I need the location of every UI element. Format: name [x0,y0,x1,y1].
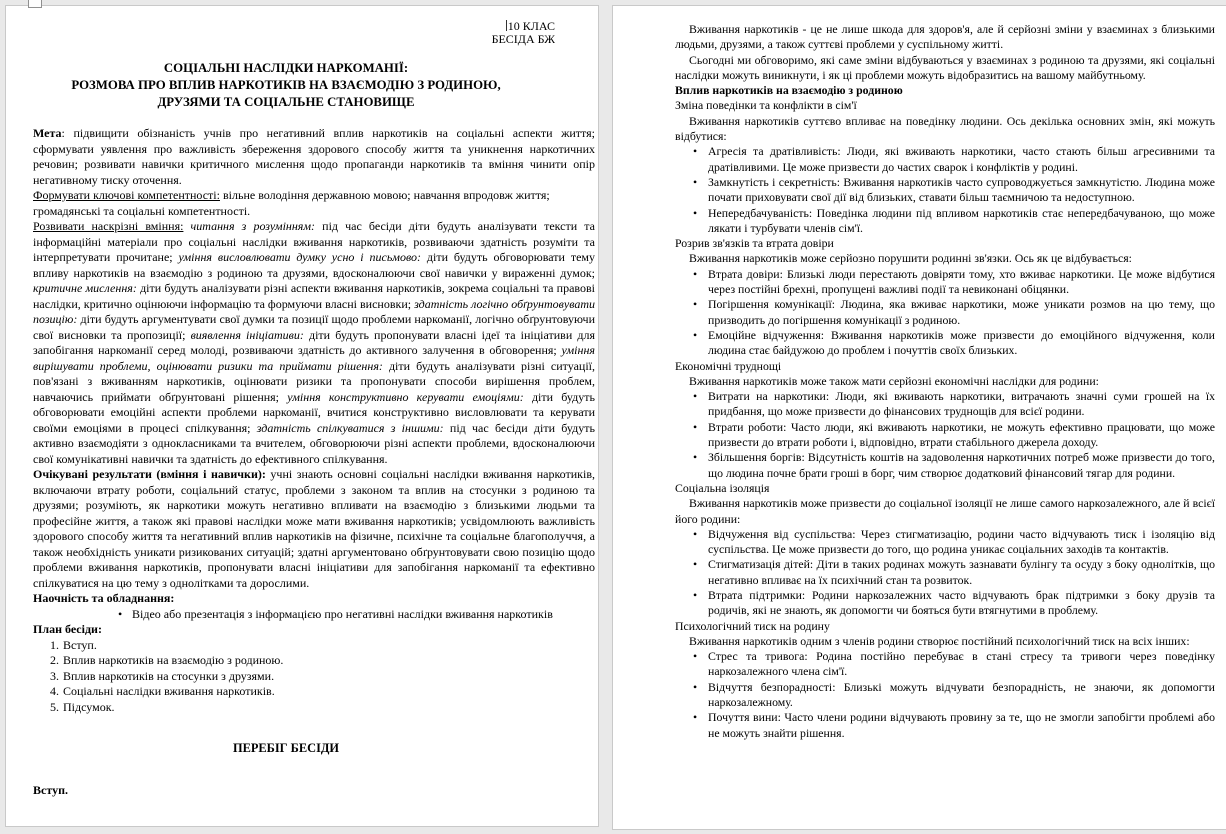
object-anchor-marker [28,0,42,8]
bullet-item: • Стигматизація дітей: Діти в таких родинах можуть зазнавати булінгу та осуду з боку однолітків, що негативно впливає на їх психічний стан та розвиток. [675,557,1215,588]
text-segment: вільне володіння державною мовою; навчання впродовж життя; громадянські та соціальні компетентності. [33,188,550,218]
text-segment: : підвищити обізнаність учнів про негативний вплив наркотиків на соціальні аспекти життя; сформувати уявлення про важливість збереження здорового способу життя та уникнення наркотичних речовин; розвивати навички критичного мислення щодо пропаганди наркотиків та вміння чинити опір негативному тиску оточення. [33,126,595,187]
subsection-heading: Розрив зв'язків та втрата довіри [675,236,834,251]
subsection-trust-loss [675,236,1215,358]
bullet-item: • Відчуження від суспільства: Через стигматизацію, родини часто відчувають тиск і ізоляцію від суспільства. Це може призвести до того, що родина уникає соціальних заходів та контактів. [675,527,1215,558]
subsection-heading: Економічні труднощі [675,358,782,373]
section-title: Вплив наркотиків на взаємодію з родиною [675,83,903,98]
bullet-item: • Втрата підтримки: Родини наркозалежних часто відчувають брак підтримки з боку друзів та родичів, які не знають, як допомогти чи бояться бути втягнутими в проблему. [675,588,1215,619]
text-segment: виявлення ініціативи: [190,327,304,342]
bullet-item: • Погіршення комунікації: Людина, яка вживає наркотики, може уникати розмов на цю тему, що призводить до погіршення комунікації з родиною. [675,297,1215,328]
equipment-heading: Наочність та обладнання: [33,591,175,605]
skills-paragraph [33,219,595,467]
expected-results-paragraph [33,467,595,591]
text-segment: здатність логічно обґрунтовувати позицію: [33,296,595,326]
text-segment: уміння конструктивно керувати емоціями: [287,389,524,404]
text-segment: уміння висловлювати думку усно і письмово: [178,250,422,264]
left-page-content [6,6,598,798]
plan-item: Вступ. [63,637,97,652]
subsection-economic [675,359,1215,481]
subsection-bullet-list [675,267,1215,359]
text-segment: діти будуть обговорювати емоційні аспекти проблеми наркоманії, вчитися конструктивно висловлювати та керувати своїми емоціями в процесі спілкування; [33,389,595,435]
subsection-intro: Вживання наркотиків одним з членів родини створює постійний психологічний тиск на всіх інших: [689,633,1190,648]
meta-paragraph [33,126,595,188]
subsection-heading: Психологічний тиск на родину [675,618,830,633]
title-line: СОЦІАЛЬНІ НАСЛІДКИ НАРКОМАНІЇ: [163,61,409,75]
text-segment: діти будуть пропонувати власні ідеї та ініціативи для запобігання наркоманії серед молоді, розвиваючи здатність до активного залучення в обговорення; [33,327,595,357]
text-segment: критичне мислення: [33,281,137,295]
text-segment: уміння вирішувати проблеми, оцінювати ризики та приймати рішення: [33,343,595,373]
subsection-bullet-list [675,527,1215,619]
intro-paragraph: Сьогодні ми обговоримо, які саме зміни відбуваються у взаєминах з родиною та друзями, які соціальні наслідки можуть виникнути, і як ці проблеми можуть відобразитись на вашому майбутньому. [675,52,1215,82]
doc-header [33,20,555,46]
text-segment: діти будуть обговорювати тему впливу наркотиків на взаємодію з родиною та друзями, вдосконалюючи свої навички у вираженні думок; [33,250,596,280]
bullet-item: • Відчуття безпорадності: Близькі можуть відчувати безпорадність, не знаючи, як допомогти наркозалежному. [675,680,1215,711]
document-page-left[interactable] [5,5,599,827]
subsection-heading: Зміна поведінки та конфлікти в сім'ї [675,98,857,113]
bullet-item: • Непередбачуваність: Поведінка людини під впливом наркотиків стає непередбачуваною, що може лякати і турбувати членів сім'ї. [675,206,1215,237]
right-page-content [613,6,1226,741]
subsection-intro: Вживання наркотиків може серйозно порушити родинні зв'язки. Ось як це відбувається: [689,251,1132,266]
bullet-item: • Емоційне відчуження: Вживання наркотиків може призвести до емоційного відчуження, коли людина стає байдужою до проблем і почуттів своїх близьких. [675,328,1215,359]
plan-item: Підсумок. [63,699,115,714]
intro-paragraph: Вживання наркотиків - це не лише шкода для здоров'я, але й серйозні зміни у взаєминах з близькими людьми, друзями, а також суттєві проблеми у суспільному житті. [675,22,1215,52]
grade-label: 10 КЛАС [507,19,555,33]
competences-paragraph [33,188,595,219]
bullet-item: • Витрати на наркотики: Люди, які вживають наркотики, витрачають значні суми грошей на їх придбання, що може призвести до фінансових труднощів для всієї родини. [675,389,1215,420]
intro-section-heading: Вступ. [33,782,68,797]
bullet-item: • Замкнутість і секретність: Вживання наркотиків часто супроводжується замкнутістю. Людина може почати приховувати свої дії від близьких, ставати більш таємничою та недоступною. [675,175,1215,206]
subsection-behavior-conflicts [675,98,1215,236]
document-title [33,60,539,111]
text-segment: діти будуть аналізувати різні ситуації, пов'язані з вживанням наркотиків, оцінювати ризики та пропонувати способи вирішення проблем, навчаючись приймати обґрунтовані рішення; [33,358,596,404]
doc-header-grade [33,20,555,33]
subsection-bullet-list [675,389,1215,481]
equipment-list [33,607,595,623]
subsection-bullet-list [675,144,1215,236]
plan-heading: План бесіди: [33,622,102,636]
text-segment: учні знають основні соціальні наслідки вживання наркотиків, включаючи втрату роботи, соціальний статус, проблеми з законом та вплив на стосунки з родиною та друзями; розуміють, як наркотики можуть негативно впливати на взаємодію з близькими людьми та професійне життя, а також які правові наслідки може мати вживання наркотиків; усвідомлюють важливість здорового способу життя та негативний вплив наркотиків на фізичне, психічне та соціальне благополуччя, а також необхідність уникати ризикованих ситуацій; здатні аргументовано обґрунтовувати свою позицію щодо проблеми вживання наркотиків, пропонувати власні ініціативи для запобігання наркоманії та ефективно спілкуватися на цю тему з однолітками та дорослими. [33,467,596,590]
subsection-bullet-list [675,649,1215,741]
text-segment: здатність спілкуватися з іншими: [256,420,444,435]
text-segment: діти будуть аргументувати свої думки та позиції щодо проблеми наркоманії, логічно обґрунтовуючи свої висновки та пропозиції; [33,312,595,342]
text-segment [183,219,190,233]
subsection-social-isolation [675,481,1215,619]
bullet-item: • Втрата довіри: Близькі люди перестають довіряти тому, хто вживає наркотики. Це може відбутися через постійні брехні, пропущені важливі події та невиконані обіцянки. [675,267,1215,298]
text-segment: під час бесіди діти будуть активно взаємодіяти з однокласниками та вчителем, обговорюючи різні аспекти проблеми, вдосконалюючи свої комунікативні навички та здатність до ефективного спілкування. [33,420,595,466]
text-segment: Формувати ключові компетентності: [33,188,220,202]
bullet-item: • Втрати роботи: Часто люди, які вживають наркотики, не можуть ефективно працювати, що може призвести до втрати роботи і, відповідно, втрати стабільного джерела доходу. [675,420,1215,451]
title-line: ДРУЗЯМИ ТА СОЦІАЛЬНЕ СТАНОВИЩЕ [157,95,415,109]
plan-list [33,638,595,716]
text-segment: діти будуть аналізувати різні аспекти вживання наркотиків, зокрема соціальні та правові наслідки, критично оцінюючи інформацію та формуючи власні висновки; [33,281,595,311]
bullet-item: • Почуття вини: Часто члени родини відчувають провину за те, що не змогли запобігти проблемі або не можуть знайти рішення. [675,710,1215,741]
text-segment: під час бесіди діти будуть аналізувати тексти та інформаційні матеріали про соціальні наслідки вживання наркотиків, розвиваючи здатність розуміти та інтерпретувати прочитане; [33,219,595,264]
plan-item: Соціальні наслідки вживання наркотиків. [63,684,275,698]
text-segment: читання з розумінням: [190,219,316,233]
subsection-psychological-pressure [675,619,1215,741]
equipment-item: • Відео або презентація з інформацією про негативні наслідки вживання наркотиків [33,607,595,623]
text-segment: Очікувані результати (вміння і навички): [33,467,271,481]
document-page-right[interactable] [612,5,1226,830]
plan-item: Вплив наркотиків на взаємодію з родиною. [63,653,284,667]
text-segment: Розвивати наскрізні вміння: [33,219,184,233]
bullet-item: • Агресія та дратівливість: Люди, які вживають наркотики, часто стають більш агресивними та дратівливими. Це може призвести до частих сварок і конфліктів у родині. [675,144,1215,175]
bullet-item: • Збільшення боргів: Відсутність коштів на задоволення наркотичних потреб може призвести до того, що людина почне брати гроші в борг, чим створює додатковий фінансовий тягар для родини. [675,450,1215,481]
text-cursor [506,20,507,31]
subsection-intro: Вживання наркотиків може призвести до соціальної ізоляції не лише самого наркозалежного, але й всієї його родини: [675,496,1215,526]
text-segment: Мета [33,126,62,140]
bullet-item: • Стрес та тривога: Родина постійно перебуває в стані стресу та тривоги через поведінку наркозалежного члена сім'ї. [675,649,1215,680]
doc-header-lesson-type: БЕСІДА БЖ [491,32,555,46]
subsection-heading: Соціальна ізоляція [675,480,770,495]
plan-item: Вплив наркотиків на стосунки з друзями. [63,668,275,683]
proceed-heading: ПЕРЕБІГ БЕСІДИ [232,741,340,755]
subsection-intro: Вживання наркотиків суттєво впливає на поведінку людини. Ось декілька основних змін, які можуть відбутися: [675,113,1215,144]
title-line: РОЗМОВА ПРО ВПЛИВ НАРКОТИКІВ НА ВЗАЄМОДІЮ З РОДИНОЮ, [71,78,501,92]
subsection-intro: Вживання наркотиків може також мати серйозні економічні наслідки для родини: [689,373,1099,388]
